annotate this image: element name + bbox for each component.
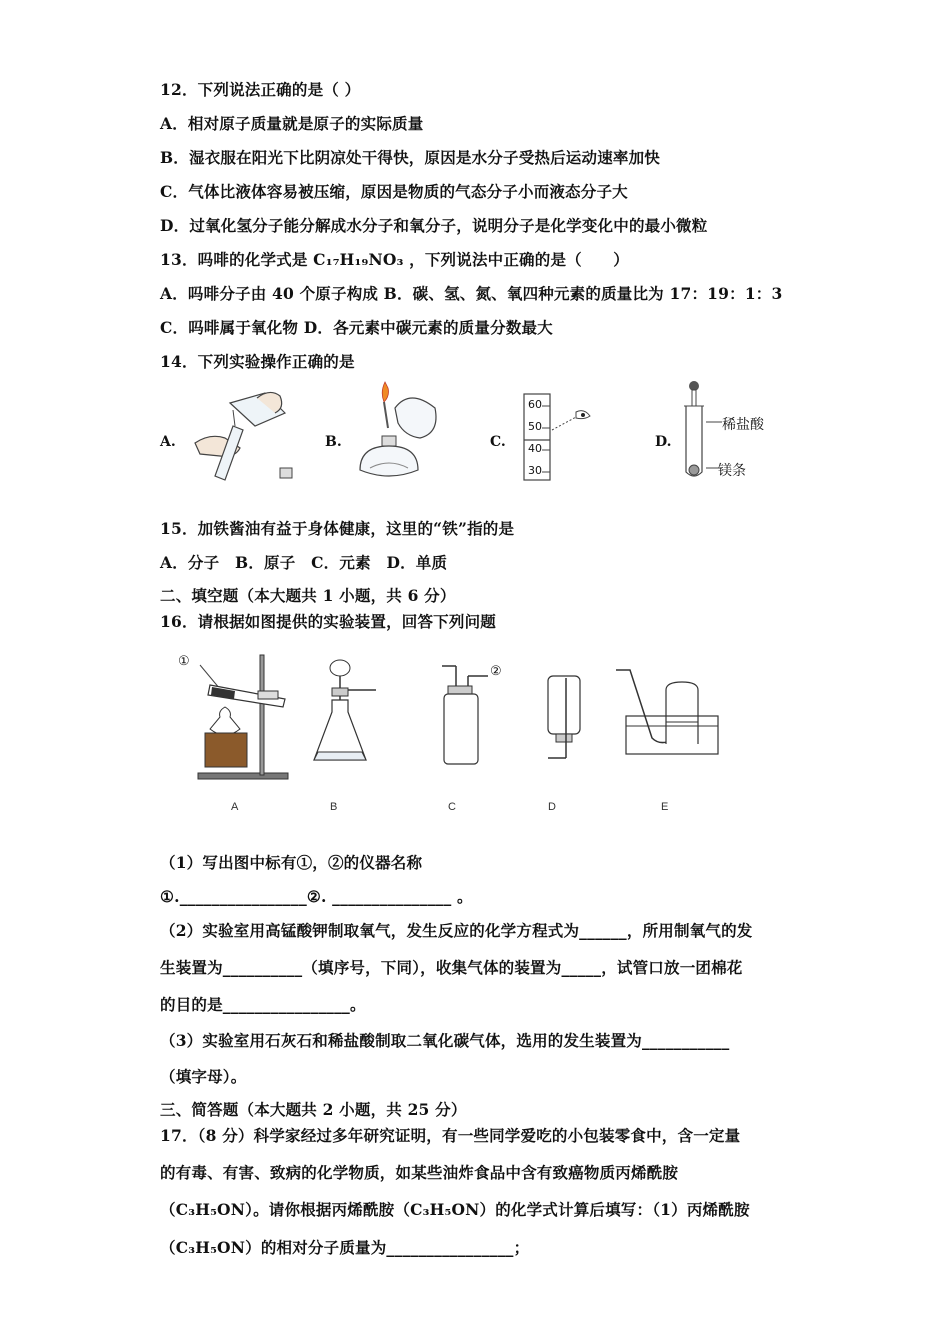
q13-stem: 13．吗啡的化学式是 C₁₇H₁₉NO₃ ，下列说法中正确的是（ ） [160, 250, 629, 269]
q17-line-4: （C₃H₅ON）的相对分子质量为________________； [160, 1238, 530, 1257]
pouring-liquid-illustration [185, 388, 305, 488]
q17-line-1: 17．（8 分）科学家经过多年研究证明，有一些同学爱吃的小包装零食中，含一定量 [160, 1126, 741, 1145]
q13-options-ab: A．吗啡分子由 40 个原子构成 B．碳、氢、氮、氧四种元素的质量比为 17：19：1：3 [160, 284, 783, 303]
q14-option-c-label: C. [490, 434, 506, 450]
label-magnesium-ribbon: 镁条 [718, 463, 746, 479]
apparatus-label-a: A [231, 801, 239, 813]
cylinder-tick-40: 40 [528, 442, 542, 455]
cylinder-tick-60: 60 [528, 398, 542, 411]
q12-option-c: C．气体比液体容易被压缩，原因是物质的气态分子小而液态分子大 [160, 182, 628, 201]
apparatus-e-water-trough [612, 662, 722, 762]
q16-part-3-line-2: （填字母）。 [160, 1067, 247, 1086]
cylinder-tick-30: 30 [528, 464, 542, 477]
q17-line-3: （C₃H₅ON）。请你根据丙烯酰胺（C₃H₅ON）的化学式计算后填写：（1）丙烯酰胺 [160, 1200, 750, 1219]
q12-option-b: B．湿衣服在阳光下比阴凉处干得快，原因是水分子受热后运动速率加快 [160, 148, 661, 167]
q16-part-2-line-2: 生装置为__________（填序号，下同），收集气体的装置为_____，试管口放一团棉花 [160, 958, 743, 977]
q14-option-a-label: A. [160, 434, 176, 450]
section-2-heading: 二、填空题（本大题共 1 小题，共 6 分） [160, 586, 456, 605]
section-3-heading: 三、简答题（本大题共 2 小题，共 25 分） [160, 1100, 467, 1119]
q14-option-d-label: D. [655, 434, 672, 450]
q12-stem: 12．下列说法正确的是（ ） [160, 80, 361, 99]
q15-stem: 15．加铁酱油有益于身体健康，这里的“铁”指的是 [160, 519, 515, 538]
apparatus-label-e: E [661, 801, 669, 813]
q16-part-1-blanks: ①.________________②. _______________ 。 [160, 887, 473, 906]
marker-circle-1: ① [178, 654, 190, 669]
q16-stem: 16．请根据如图提供的实验装置，回答下列问题 [160, 612, 496, 631]
apparatus-b-flask [318, 660, 383, 770]
q14-stem: 14．下列实验操作正确的是 [160, 352, 355, 371]
q16-part-2-line-3: 的目的是________________。 [160, 995, 366, 1014]
apparatus-c-bottle [432, 662, 492, 770]
q16-part-1: （1）写出图中标有①，②的仪器名称 [160, 853, 423, 872]
q12-option-a: A．相对原子质量就是原子的实际质量 [160, 114, 424, 133]
apparatus-label-d: D [548, 801, 556, 813]
alcohol-lamp-illustration [350, 378, 450, 488]
q14-option-b-label: B. [325, 434, 342, 450]
q16-part-3-line-1: （3）实验室用石灰石和稀盐酸制取二氧化碳气体，选用的发生装置为___________ [160, 1031, 730, 1050]
q13-options-cd: C．吗啡属于氧化物 D．各元素中碳元素的质量分数最大 [160, 318, 553, 337]
apparatus-label-b: B [330, 801, 338, 813]
q12-option-d: D．过氧化氢分子能分解成水分子和氧分子，说明分子是化学变化中的最小微粒 [160, 216, 708, 235]
label-dilute-hcl: 稀盐酸 [722, 417, 764, 433]
q15-options: A．分子 B．原子 C．元素 D．单质 [160, 553, 448, 572]
apparatus-label-c: C [448, 801, 456, 813]
cylinder-tick-50: 50 [528, 420, 542, 433]
marker-circle-2: ② [490, 664, 502, 679]
q16-part-2-line-1: （2）实验室用高锰酸钾制取氧气，发生反应的化学方程式为______，所用制氧气的发 [160, 921, 753, 940]
apparatus-d-inverted-bottle [540, 672, 590, 764]
q17-line-2: 的有毒、有害、致病的化学物质，如某些油炸食品中含有致癌物质丙烯酰胺 [160, 1163, 679, 1182]
apparatus-a-heating [190, 655, 305, 780]
